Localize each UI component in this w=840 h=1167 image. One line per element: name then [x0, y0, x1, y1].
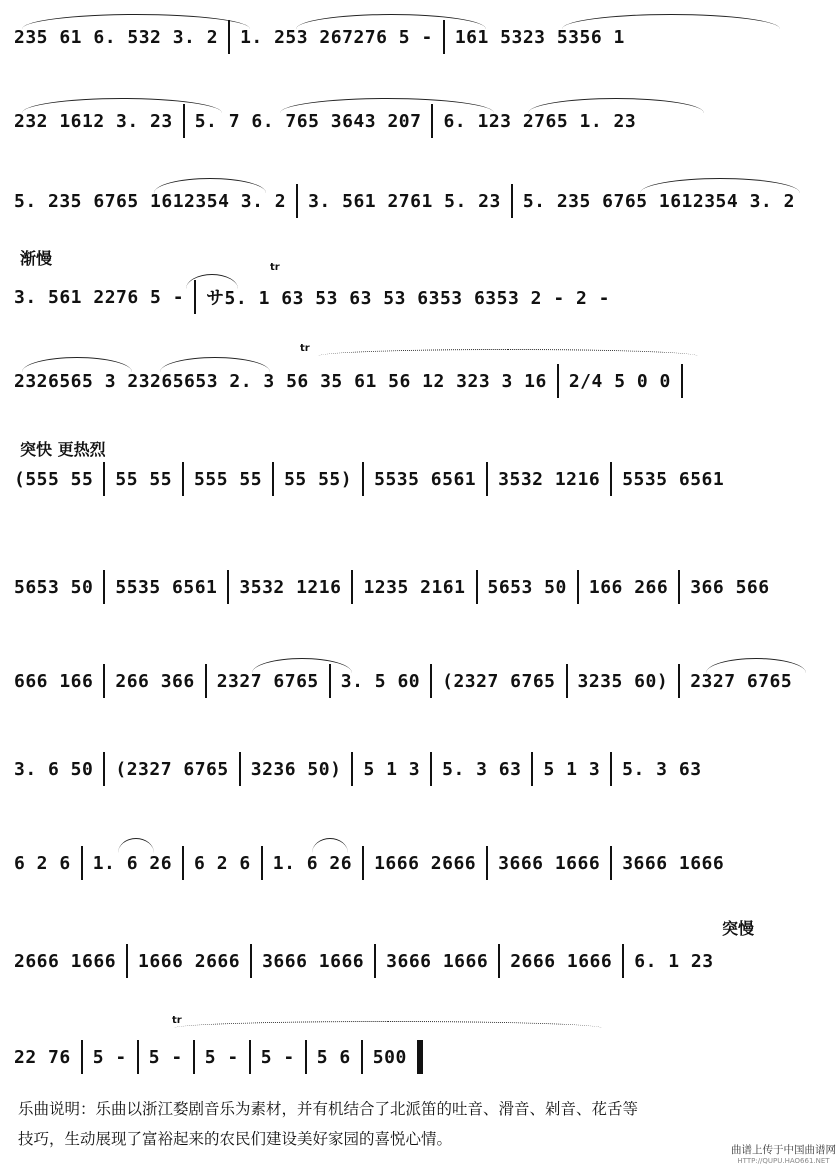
measure: 555 55: [194, 468, 263, 490]
bar-line: [126, 944, 128, 978]
watermark-text: 曲谱上传于中国曲谱网: [731, 1144, 836, 1156]
bar-line: [227, 570, 229, 604]
bar-line: [103, 752, 105, 786]
measure: 5 1 3: [363, 758, 421, 780]
bar-line: [351, 570, 353, 604]
measure: 366 566: [690, 576, 770, 598]
measure: 3. 561 2761 5. 23: [308, 190, 501, 212]
measure: 5535 6561: [374, 468, 477, 490]
measure: (2327 6765: [442, 670, 556, 692]
score-line-4: [10, 280, 832, 314]
bar-line: [103, 462, 105, 496]
bar-line: [443, 20, 445, 54]
bar-line: [249, 1040, 251, 1074]
score-line-3: [10, 184, 832, 218]
measure: 5653 50: [14, 576, 94, 598]
score-line-2: [10, 104, 832, 138]
watermark: [731, 1142, 836, 1165]
measure: 3532 1216: [239, 576, 342, 598]
measure: 3. 5 60: [340, 670, 421, 692]
score-line-12: [10, 1040, 832, 1074]
measure: (2327 6765: [115, 758, 229, 780]
measure: 5. 235 6765 1612354 3. 2: [522, 190, 795, 212]
bar-line: [182, 462, 184, 496]
bar-line: [531, 752, 533, 786]
bar-line: [511, 184, 513, 218]
measure: 2/4 5 0 0: [568, 370, 671, 392]
measure: 3666 1666: [386, 950, 489, 972]
trill-mark: tr: [270, 262, 280, 273]
bar-line: [610, 752, 612, 786]
bar-line: [610, 462, 612, 496]
score-line-5: [10, 364, 832, 398]
measure: 2326565 3 23265653 2. 3 56 35 61 56 12 323 3 16: [14, 370, 547, 392]
bar-line: [374, 944, 376, 978]
measure: 2327 6765: [216, 670, 319, 692]
bar-line: [272, 462, 274, 496]
measure: 5 -: [260, 1046, 295, 1068]
bar-line: [678, 570, 680, 604]
measure: 6. 123 2765 1. 23: [443, 110, 637, 132]
bar-line: [430, 752, 432, 786]
measure: 55 55: [115, 468, 173, 490]
measure: 1666 2666: [374, 852, 477, 874]
measure: (555 55: [14, 468, 94, 490]
watermark-url: HTTP://QUPU.HAO661.NET: [737, 1157, 830, 1165]
measure: 55 55): [284, 468, 353, 490]
bar-line: [329, 664, 331, 698]
bar-line: [362, 846, 364, 880]
measure: 232 1612 3. 23: [14, 110, 173, 132]
bar-line: [194, 280, 196, 314]
measure: 2327 6765: [690, 670, 793, 692]
measure: 3236 50): [250, 758, 342, 780]
final-bar-line: [417, 1040, 423, 1074]
score-line-9: [10, 752, 832, 786]
bar-line: [305, 1040, 307, 1074]
bar-line: [566, 664, 568, 698]
measure: 5. 3 63: [622, 758, 702, 780]
bar-line: [137, 1040, 139, 1074]
tempo-annotation-sudden-slower: 突慢: [722, 919, 755, 938]
bar-line: [476, 570, 478, 604]
bar-line: [103, 570, 105, 604]
measure: 5535 6561: [115, 576, 218, 598]
bar-line: [577, 570, 579, 604]
score-line-11: [10, 944, 832, 978]
score-line-1: [10, 20, 832, 54]
bar-line: [250, 944, 252, 978]
trill-mark: tr: [172, 1015, 182, 1026]
measure: 2666 1666: [510, 950, 613, 972]
score-line-8: [10, 664, 832, 698]
tempo-annotation-gradually-slower: 渐慢: [20, 249, 53, 268]
measure: 6 2 6: [14, 852, 71, 874]
measure: 1666 2666: [138, 950, 241, 972]
bar-line: [239, 752, 241, 786]
bar-line: [678, 664, 680, 698]
measure: 3. 6 50: [14, 758, 94, 780]
score-line-6: [10, 462, 832, 496]
measure: 5. 3 63: [442, 758, 522, 780]
measure: 5653 50: [487, 576, 567, 598]
measure: 5 -: [204, 1046, 239, 1068]
bar-line: [228, 20, 230, 54]
bar-line: [103, 664, 105, 698]
measure: 161 5323 5356 1: [454, 26, 625, 48]
measure: 5 -: [92, 1046, 127, 1068]
score-line-7: [10, 570, 832, 604]
measure: 3235 60): [577, 670, 669, 692]
bar-line: [351, 752, 353, 786]
measure: 3. 561 2276 5 -: [14, 286, 185, 308]
bar-line: [681, 364, 683, 398]
measure: 2666 1666: [14, 950, 117, 972]
measure: 5. 235 6765 1612354 3. 2: [14, 190, 287, 212]
bar-line: [361, 1040, 363, 1074]
description-line: 技巧，生动展现了富裕起来的农民们建设美好家园的喜悦心情。: [18, 1130, 453, 1148]
measure: 3666 1666: [498, 852, 601, 874]
measure: 1. 6 26: [92, 852, 173, 874]
bar-line: [486, 846, 488, 880]
bar-line: [610, 846, 612, 880]
measure: 3666 1666: [262, 950, 365, 972]
measure: 5 6: [316, 1046, 351, 1068]
measure: 5535 6561: [622, 468, 725, 490]
bar-line: [430, 664, 432, 698]
bar-line: [498, 944, 500, 978]
measure: 22 76: [14, 1046, 71, 1068]
piece-description: [18, 1094, 824, 1154]
bar-line: [81, 1040, 83, 1074]
measure: サ5. 1 63 53 63 53 6353 6353 2 - 2 -: [206, 288, 611, 309]
score-line-10: [10, 846, 832, 880]
measure: 5. 7 6. 765 3643 207: [194, 110, 422, 132]
bar-line: [296, 184, 298, 218]
bar-line: [182, 846, 184, 880]
trill-mark: tr: [300, 343, 310, 354]
measure: 3532 1216: [498, 468, 601, 490]
description-line: 乐曲说明：乐曲以浙江婺剧音乐为素材，并有机结合了北派笛的吐音、滑音、剁音、花舌等: [18, 1100, 639, 1118]
bar-line: [81, 846, 83, 880]
trill-wavy-line: [174, 1021, 602, 1028]
measure: 3666 1666: [622, 852, 725, 874]
bar-line: [183, 104, 185, 138]
measure: 235 61 6. 532 3. 2: [14, 26, 219, 48]
measure: 266 366: [115, 670, 195, 692]
bar-line: [261, 846, 263, 880]
measure: 5 -: [148, 1046, 183, 1068]
tempo-annotation-sudden-faster: 突快 更热烈: [20, 440, 106, 459]
bar-line: [205, 664, 207, 698]
measure: 1235 2161: [363, 576, 466, 598]
trill-wavy-line: [318, 349, 698, 356]
bar-line: [431, 104, 433, 138]
measure: 5 1 3: [543, 758, 601, 780]
bar-line: [193, 1040, 195, 1074]
measure: 1. 253 267276 5 -: [240, 26, 433, 48]
bar-line: [486, 462, 488, 496]
bar-line: [557, 364, 559, 398]
bar-line: [362, 462, 364, 496]
measure: 500: [372, 1046, 407, 1068]
measure: 6 2 6: [194, 852, 251, 874]
measure: 666 166: [14, 670, 94, 692]
measure: 166 266: [588, 576, 669, 598]
measure: 1. 6 26: [272, 852, 353, 874]
measure: 6. 1 23: [634, 950, 714, 972]
bar-line: [622, 944, 624, 978]
